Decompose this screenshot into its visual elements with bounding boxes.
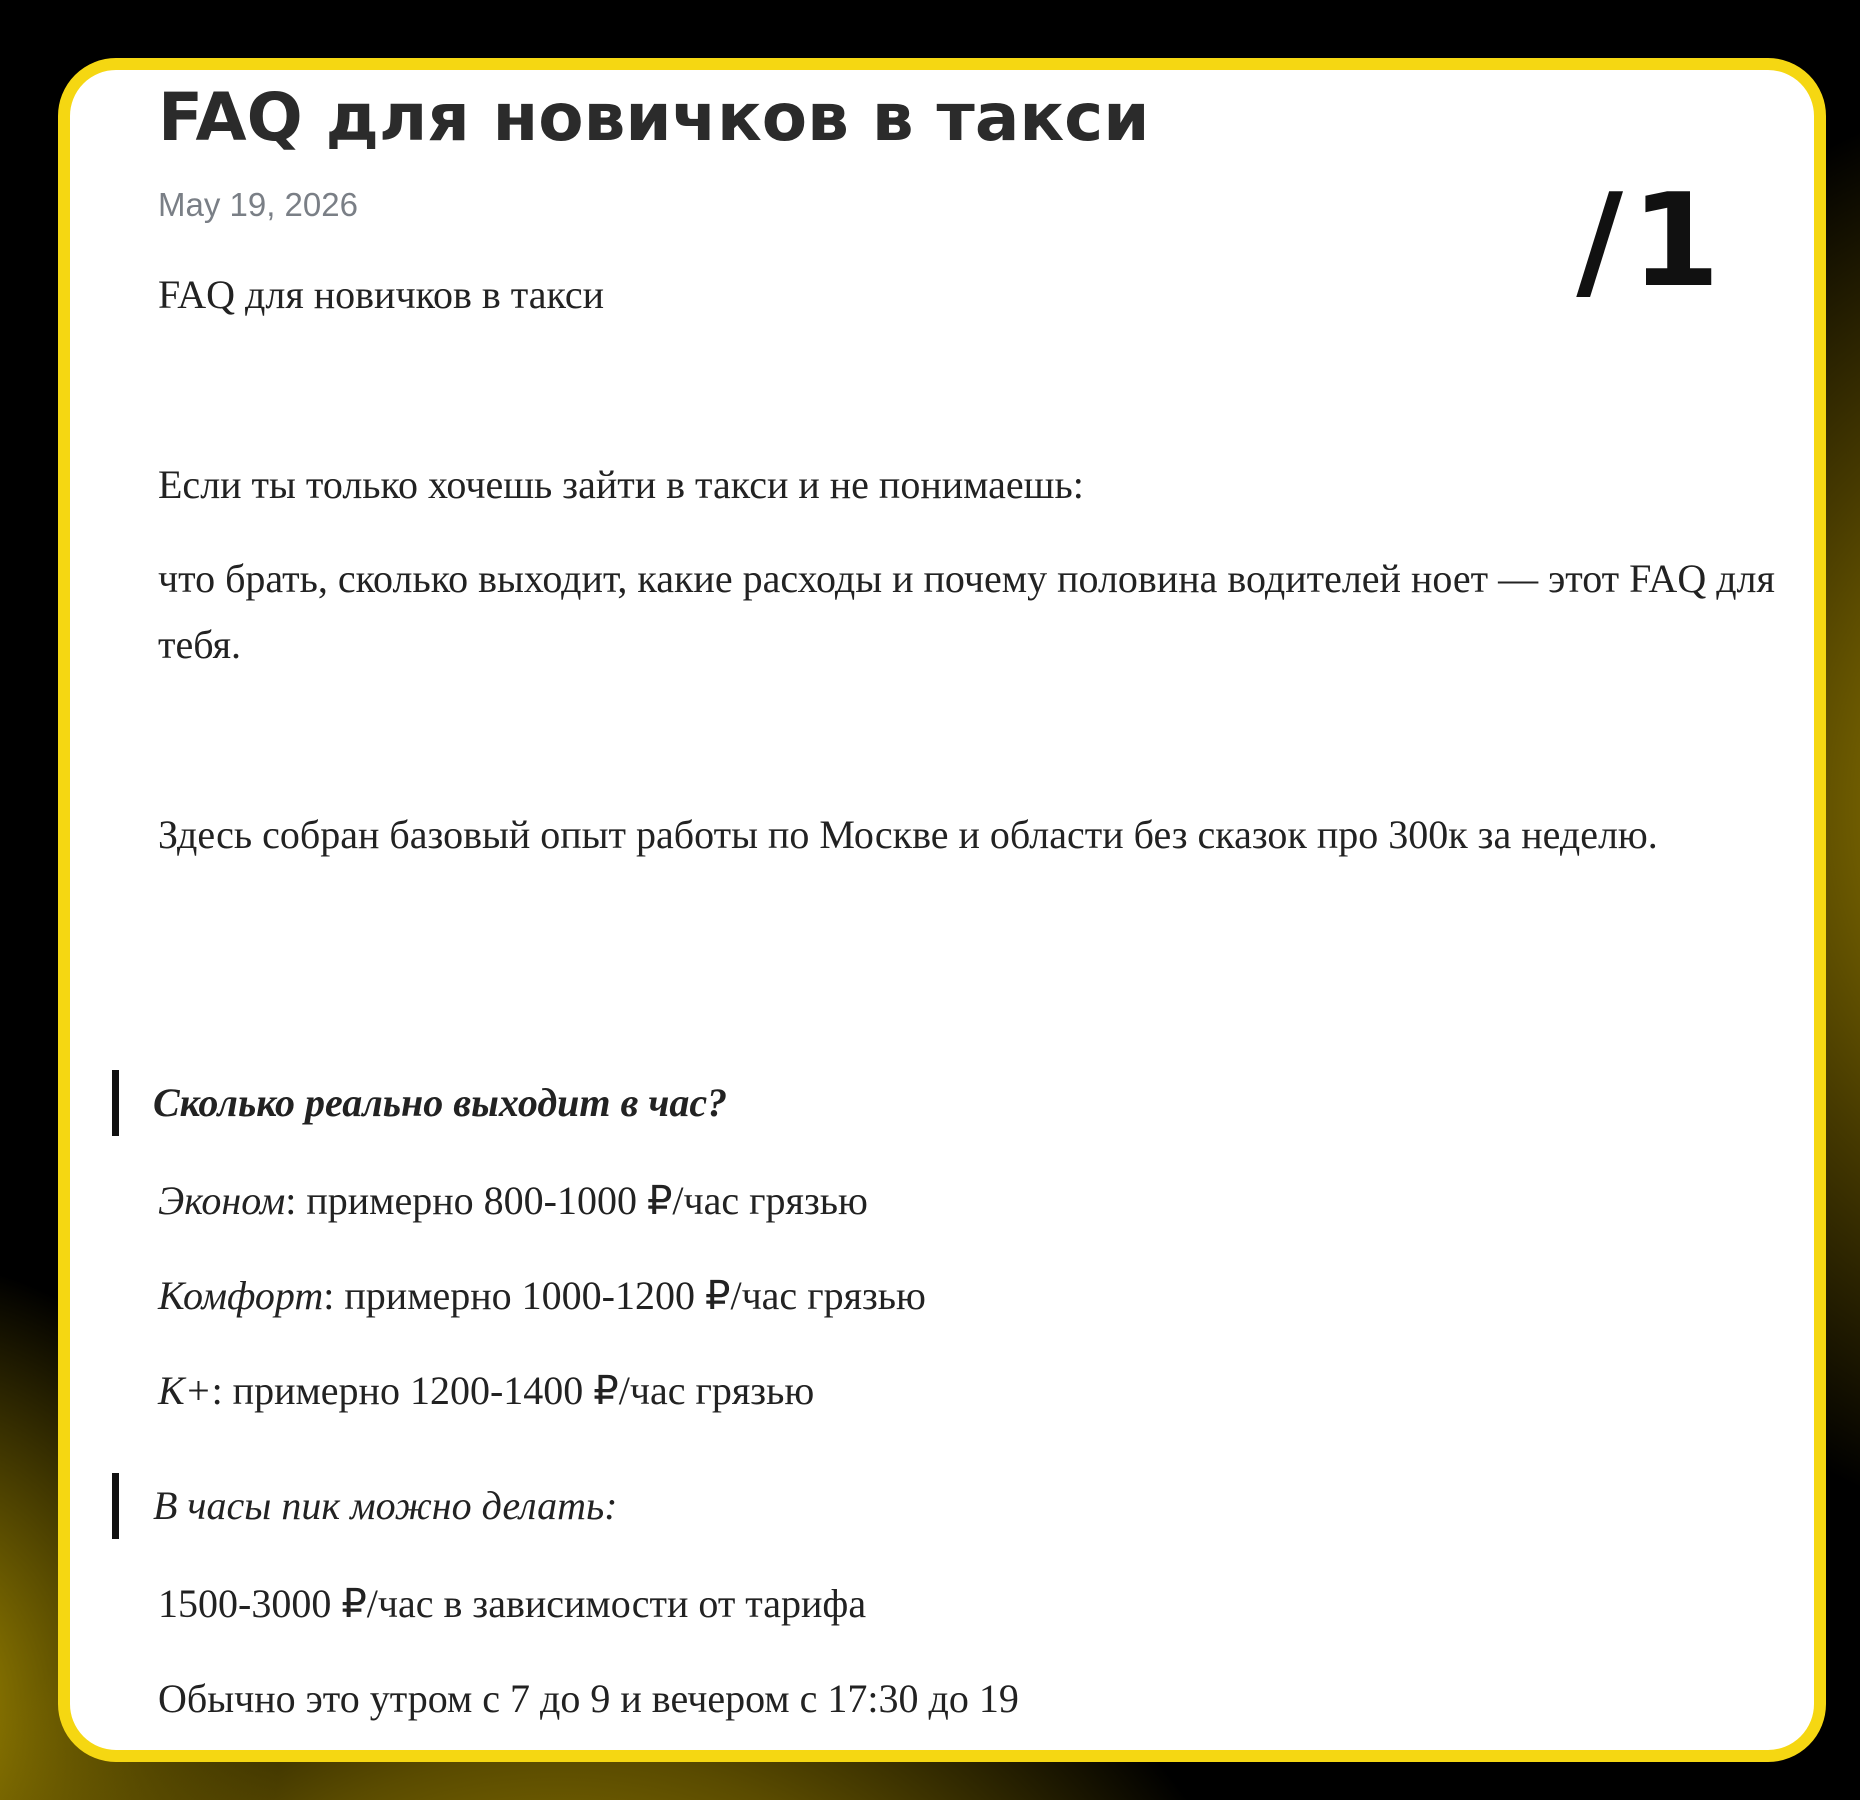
lead-paragraph: FAQ для новичков в такси xyxy=(158,272,605,317)
tariff-rate: : примерно 1000-1200 ₽/час грязью xyxy=(323,1273,926,1318)
tariff-line xyxy=(158,1263,926,1329)
intro-paragraph: Если ты только хочешь зайти в такси и не понимаешь: xyxy=(158,462,1084,507)
article-date: May 19, 2026 xyxy=(158,186,358,223)
peak-paragraph: 1500-3000 ₽/час в зависимости от тарифа xyxy=(158,1581,867,1626)
section-heading-hourly: Сколько реально выходит в час? xyxy=(112,1070,727,1136)
section-heading-peak: В часы пик можно делать: xyxy=(112,1473,617,1539)
tariff-name: Комфорт xyxy=(158,1273,324,1318)
tariff-name: К+ xyxy=(158,1368,212,1413)
post-card xyxy=(58,58,1826,1762)
tariff-rate: : примерно 1200-1400 ₽/час грязью xyxy=(211,1368,815,1413)
intro-paragraph: что брать, сколько выходит, какие расходы и почему половина водителей ноет — этот FAQ для тебя. xyxy=(158,556,1775,667)
page-number: /1 xyxy=(1576,167,1728,316)
article-title: FAQ для новичков в такси xyxy=(158,79,1150,156)
intro-paragraph: Здесь собран базовый опыт работы по Москве и области без сказок про 300к за неделю. xyxy=(158,812,1658,857)
peak-paragraph: Обычно это утром с 7 до 9 и вечером с 17:30 до 19 xyxy=(158,1676,1019,1721)
tariff-name: Эконом xyxy=(158,1178,286,1223)
tariff-line xyxy=(158,1358,814,1424)
tariff-line xyxy=(158,1168,868,1234)
tariff-rate: : примерно 800-1000 ₽/час грязью xyxy=(285,1178,868,1223)
